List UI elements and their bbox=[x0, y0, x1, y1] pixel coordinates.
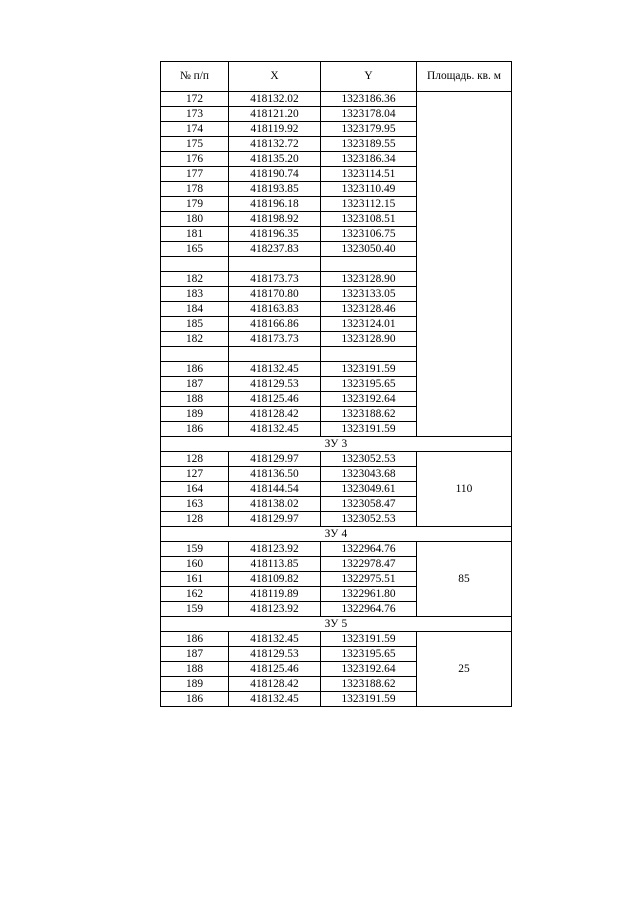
x-coordinate: 418123.92 bbox=[229, 602, 321, 617]
y-coordinate: 1322978.47 bbox=[321, 557, 417, 572]
point-number: 159 bbox=[161, 602, 229, 617]
y-coordinate: 1323128.90 bbox=[321, 332, 417, 347]
x-coordinate: 418135.20 bbox=[229, 152, 321, 167]
point-number: 188 bbox=[161, 662, 229, 677]
point-number: 186 bbox=[161, 362, 229, 377]
y-coordinate: 1323195.65 bbox=[321, 377, 417, 392]
empty-cell bbox=[321, 347, 417, 362]
point-number: 176 bbox=[161, 152, 229, 167]
x-coordinate: 418144.54 bbox=[229, 482, 321, 497]
point-number: 162 bbox=[161, 587, 229, 602]
y-coordinate: 1322961.80 bbox=[321, 587, 417, 602]
y-coordinate: 1323108.51 bbox=[321, 212, 417, 227]
y-coordinate: 1323128.90 bbox=[321, 272, 417, 287]
x-coordinate: 418123.92 bbox=[229, 542, 321, 557]
y-coordinate: 1323110.49 bbox=[321, 182, 417, 197]
x-coordinate: 418193.85 bbox=[229, 182, 321, 197]
x-coordinate: 418196.18 bbox=[229, 197, 321, 212]
y-coordinate: 1323188.62 bbox=[321, 407, 417, 422]
y-coordinate: 1322975.51 bbox=[321, 572, 417, 587]
y-coordinate: 1323106.75 bbox=[321, 227, 417, 242]
point-number: 165 bbox=[161, 242, 229, 257]
x-coordinate: 418119.92 bbox=[229, 122, 321, 137]
empty-cell bbox=[161, 347, 229, 362]
y-coordinate: 1323191.59 bbox=[321, 362, 417, 377]
point-number: 173 bbox=[161, 107, 229, 122]
x-coordinate: 418136.50 bbox=[229, 467, 321, 482]
point-number: 186 bbox=[161, 632, 229, 647]
table-row bbox=[161, 542, 512, 557]
table-row bbox=[161, 632, 512, 647]
y-coordinate: 1323049.61 bbox=[321, 482, 417, 497]
x-coordinate: 418129.97 bbox=[229, 452, 321, 467]
point-number: 177 bbox=[161, 167, 229, 182]
x-coordinate: 418163.83 bbox=[229, 302, 321, 317]
point-number: 128 bbox=[161, 512, 229, 527]
point-number: 189 bbox=[161, 677, 229, 692]
y-coordinate: 1323188.62 bbox=[321, 677, 417, 692]
y-coordinate: 1323052.53 bbox=[321, 512, 417, 527]
point-number: 188 bbox=[161, 392, 229, 407]
x-coordinate: 418196.35 bbox=[229, 227, 321, 242]
empty-cell bbox=[161, 257, 229, 272]
section-row bbox=[161, 617, 512, 632]
x-coordinate: 418166.86 bbox=[229, 317, 321, 332]
point-number: 185 bbox=[161, 317, 229, 332]
point-number: 161 bbox=[161, 572, 229, 587]
point-number: 187 bbox=[161, 377, 229, 392]
y-coordinate: 1323186.36 bbox=[321, 92, 417, 107]
y-coordinate: 1323178.04 bbox=[321, 107, 417, 122]
point-number: 186 bbox=[161, 692, 229, 707]
point-number: 127 bbox=[161, 467, 229, 482]
y-coordinate: 1322964.76 bbox=[321, 602, 417, 617]
table-row bbox=[161, 92, 512, 107]
point-number: 183 bbox=[161, 287, 229, 302]
x-coordinate: 418128.42 bbox=[229, 677, 321, 692]
y-coordinate: 1323179.95 bbox=[321, 122, 417, 137]
y-coordinate: 1323043.68 bbox=[321, 467, 417, 482]
y-coordinate: 1323191.59 bbox=[321, 692, 417, 707]
area-value bbox=[417, 92, 512, 437]
y-coordinate: 1323114.51 bbox=[321, 167, 417, 182]
empty-cell bbox=[321, 257, 417, 272]
header-num: № п/п bbox=[161, 62, 229, 92]
x-coordinate: 418121.20 bbox=[229, 107, 321, 122]
area-value: 85 bbox=[417, 542, 512, 617]
x-coordinate: 418129.53 bbox=[229, 647, 321, 662]
x-coordinate: 418113.85 bbox=[229, 557, 321, 572]
table-body bbox=[161, 92, 512, 707]
x-coordinate: 418128.42 bbox=[229, 407, 321, 422]
point-number: 179 bbox=[161, 197, 229, 212]
section-row bbox=[161, 437, 512, 452]
point-number: 189 bbox=[161, 407, 229, 422]
y-coordinate: 1323058.47 bbox=[321, 497, 417, 512]
table-row bbox=[161, 452, 512, 467]
point-number: 175 bbox=[161, 137, 229, 152]
y-coordinate: 1323052.53 bbox=[321, 452, 417, 467]
x-coordinate: 418132.45 bbox=[229, 362, 321, 377]
x-coordinate: 418132.02 bbox=[229, 92, 321, 107]
x-coordinate: 418129.53 bbox=[229, 377, 321, 392]
header-row bbox=[161, 62, 512, 92]
point-number: 160 bbox=[161, 557, 229, 572]
x-coordinate: 418125.46 bbox=[229, 392, 321, 407]
point-number: 184 bbox=[161, 302, 229, 317]
y-coordinate: 1322964.76 bbox=[321, 542, 417, 557]
x-coordinate: 418198.92 bbox=[229, 212, 321, 227]
x-coordinate: 418132.45 bbox=[229, 692, 321, 707]
y-coordinate: 1323192.64 bbox=[321, 392, 417, 407]
point-number: 172 bbox=[161, 92, 229, 107]
y-coordinate: 1323191.59 bbox=[321, 632, 417, 647]
x-coordinate: 418109.82 bbox=[229, 572, 321, 587]
point-number: 182 bbox=[161, 272, 229, 287]
x-coordinate: 418237.83 bbox=[229, 242, 321, 257]
x-coordinate: 418132.45 bbox=[229, 422, 321, 437]
x-coordinate: 418138.02 bbox=[229, 497, 321, 512]
y-coordinate: 1323191.59 bbox=[321, 422, 417, 437]
point-number: 178 bbox=[161, 182, 229, 197]
header-area: Площадь. кв. м bbox=[417, 62, 512, 92]
point-number: 186 bbox=[161, 422, 229, 437]
point-number: 174 bbox=[161, 122, 229, 137]
point-number: 180 bbox=[161, 212, 229, 227]
x-coordinate: 418173.73 bbox=[229, 272, 321, 287]
x-coordinate: 418173.73 bbox=[229, 332, 321, 347]
point-number: 163 bbox=[161, 497, 229, 512]
point-number: 159 bbox=[161, 542, 229, 557]
y-coordinate: 1323128.46 bbox=[321, 302, 417, 317]
y-coordinate: 1323133.05 bbox=[321, 287, 417, 302]
x-coordinate: 418125.46 bbox=[229, 662, 321, 677]
y-coordinate: 1323192.64 bbox=[321, 662, 417, 677]
point-number: 181 bbox=[161, 227, 229, 242]
area-value: 110 bbox=[417, 452, 512, 527]
point-number: 182 bbox=[161, 332, 229, 347]
point-number: 128 bbox=[161, 452, 229, 467]
section-title: ЗУ 3 bbox=[161, 437, 512, 452]
section-row bbox=[161, 527, 512, 542]
y-coordinate: 1323112.15 bbox=[321, 197, 417, 212]
area-value: 25 bbox=[417, 632, 512, 707]
y-coordinate: 1323189.55 bbox=[321, 137, 417, 152]
x-coordinate: 418132.45 bbox=[229, 632, 321, 647]
section-title: ЗУ 4 bbox=[161, 527, 512, 542]
x-coordinate: 418132.72 bbox=[229, 137, 321, 152]
point-number: 164 bbox=[161, 482, 229, 497]
y-coordinate: 1323124.01 bbox=[321, 317, 417, 332]
y-coordinate: 1323195.65 bbox=[321, 647, 417, 662]
x-coordinate: 418129.97 bbox=[229, 512, 321, 527]
point-number: 187 bbox=[161, 647, 229, 662]
y-coordinate: 1323186.34 bbox=[321, 152, 417, 167]
header-y: Y bbox=[321, 62, 417, 92]
x-coordinate: 418190.74 bbox=[229, 167, 321, 182]
empty-cell bbox=[229, 347, 321, 362]
empty-cell bbox=[229, 257, 321, 272]
x-coordinate: 418170.80 bbox=[229, 287, 321, 302]
y-coordinate: 1323050.40 bbox=[321, 242, 417, 257]
section-title: ЗУ 5 bbox=[161, 617, 512, 632]
coordinates-table bbox=[160, 61, 512, 707]
x-coordinate: 418119.89 bbox=[229, 587, 321, 602]
header-x: X bbox=[229, 62, 321, 92]
